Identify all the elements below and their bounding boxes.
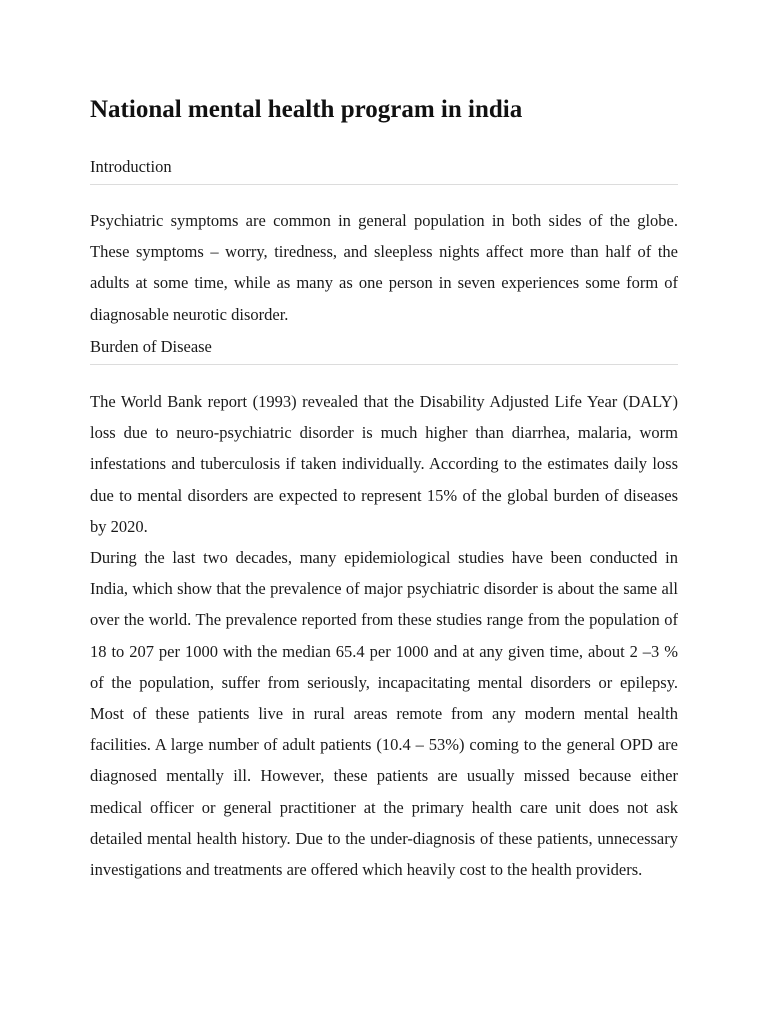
paragraph-epidemiological-studies: During the last two decades, many epidemiological studies have been conducted in India, which show that the prevalence of major psychiatric disorder is about the same all over the world. The prevalence reported from these studies range from the population of 18 to 207 per 1000 with the median 65.4 per 1000 and at any given time, about 2 –3 % of the population, suffer from seriously, incapacitating mental disorders or epilepsy. Most of these patients live in rural areas remote from any modern mental health facilities. A large number of adult patients (10.4 – 53%) coming to the general OPD are diagnosed mentally ill. However, these patients are usually missed because either medical officer or general practitioner at the primary health care unit does not ask detailed mental health history. Due to the under-diagnosis of these patients, unnecessary investigations and treatments are offered which heavily cost to the health providers. — [90, 548, 678, 880]
page-title: National mental health program in india — [90, 96, 523, 123]
paragraph-world-bank-report: The World Bank report (1993) revealed that the Disability Adjusted Life Year (DALY) loss due to neuro-psychiatric disorder is much higher than diarrhea, malaria, worm infestations and tuberculosis if taken individually. According to the estimates daily loss due to mental disorders are expected to represent 15% of the global burden of diseases by 2020. — [90, 392, 678, 536]
section-heading-introduction: Introduction — [90, 155, 678, 185]
section-heading-burden-of-disease: Burden of Disease — [90, 335, 678, 365]
paragraph-introduction: Psychiatric symptoms are common in general population in both sides of the globe. These symptoms – worry, tiredness, and sleepless nights affect more than half of the adults at some time, while as many as one person in seven experiences some form of diagnosable neurotic disorder. — [90, 211, 678, 324]
